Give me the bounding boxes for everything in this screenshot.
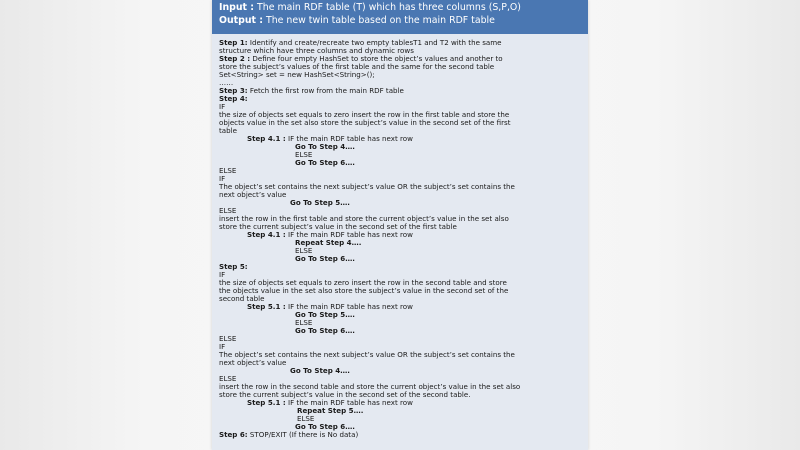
algorithm-line xyxy=(219,311,584,319)
output-line xyxy=(219,15,582,28)
algorithm-line xyxy=(219,95,584,103)
line-text: ELSE xyxy=(297,414,315,423)
line-text: ELSE xyxy=(295,246,313,255)
step-label: Step 6: xyxy=(219,430,248,439)
line-text: objects value in the set also store the subject’s value in the second set of the first xyxy=(219,118,511,127)
step-label: Step 4: xyxy=(219,94,248,103)
line-text: the objects value in the set also store the subject’s value in the second set of the xyxy=(219,286,509,295)
line-text: insert the row in the second table and store the current object’s value in the set also xyxy=(219,382,521,391)
line-text: STOP/EXIT (If there is No data) xyxy=(247,430,359,439)
algorithm-line xyxy=(219,167,584,175)
line-text: IF the main RDF table has next row xyxy=(285,230,413,239)
output-label: Output : xyxy=(219,14,264,26)
algorithm-line xyxy=(219,359,584,367)
algorithm-line xyxy=(219,335,584,343)
step-label: Go To Step 6…. xyxy=(295,254,355,263)
line-text: store the current subject’s value in the second set of the first table xyxy=(219,222,457,231)
algorithm-line xyxy=(219,319,584,327)
line-text: ELSE xyxy=(219,206,237,215)
algorithm-line xyxy=(219,151,584,159)
line-text: IF the main RDF table has next row xyxy=(285,134,413,143)
algorithm-line xyxy=(219,71,584,79)
algorithm-line xyxy=(219,87,584,95)
algorithm-line xyxy=(219,119,584,127)
step-label: Go To Step 5…. xyxy=(290,198,350,207)
line-text: IF xyxy=(219,270,226,279)
step-label: Go To Step 6…. xyxy=(295,326,355,335)
step-label: Go To Step 6…. xyxy=(295,422,355,431)
step-label: Go To Step 6…. xyxy=(295,158,355,167)
algorithm-line xyxy=(219,255,584,263)
line-text: IF xyxy=(219,102,226,111)
step-label: Step 2 : xyxy=(219,54,251,63)
algorithm-body xyxy=(212,34,588,439)
step-label: Go To Step 5…. xyxy=(295,310,355,319)
line-text: structure which have three columns and dynamic rows xyxy=(219,46,414,55)
line-text: ELSE xyxy=(295,150,313,159)
algorithm-line xyxy=(219,367,584,375)
line-text: store the current subject’s value in the second set of the second table. xyxy=(219,390,471,399)
algorithm-line xyxy=(219,303,584,311)
algorithm-line xyxy=(219,199,584,207)
line-text: insert the row in the first table and store the current object’s value in the set also xyxy=(219,214,509,223)
line-text: ELSE xyxy=(219,334,237,343)
algorithm-line xyxy=(219,191,584,199)
algorithm-line xyxy=(219,415,584,423)
step-label: Step 1: xyxy=(219,38,248,47)
algorithm-line xyxy=(219,263,584,271)
step-label: Go To Step 4…. xyxy=(290,366,350,375)
step-label: Step 5.1 : xyxy=(247,302,286,311)
algorithm-line xyxy=(219,247,584,255)
line-text: …… xyxy=(219,78,234,87)
algorithm-line xyxy=(219,159,584,167)
line-text: ELSE xyxy=(219,166,237,175)
algorithm-header xyxy=(212,0,588,34)
algorithm-line xyxy=(219,287,584,295)
line-text: next object’s value xyxy=(219,358,287,367)
step-label: Step 3: xyxy=(219,86,248,95)
line-text: IF xyxy=(219,342,226,351)
line-text: Fetch the first row from the main RDF table xyxy=(247,86,404,95)
line-text: The object’s set contains the next subject’s value OR the subject’s set contains the xyxy=(219,350,515,359)
step-label: Step 5: xyxy=(219,262,248,271)
algorithm-line xyxy=(219,399,584,407)
input-label: Input : xyxy=(219,2,255,13)
algorithm-line xyxy=(219,327,584,335)
line-text: IF xyxy=(219,174,226,183)
line-text: IF the main RDF table has next row xyxy=(285,398,413,407)
line-text: The object’s set contains the next subject’s value OR the subject’s set contains the xyxy=(219,182,515,191)
algorithm-line xyxy=(219,231,584,239)
line-text: ELSE xyxy=(295,318,313,327)
algorithm-line xyxy=(219,239,584,247)
algorithm-line xyxy=(219,143,584,151)
step-label: Step 4.1 : xyxy=(247,230,286,239)
line-text: store the subject’s values of the first table and the same for the second table xyxy=(219,62,495,71)
line-text: Define four empty HashSet to store the object’s values and another to xyxy=(250,54,503,63)
line-text: ELSE xyxy=(219,374,237,383)
step-label: Repeat Step 5…. xyxy=(297,406,364,415)
algorithm-line xyxy=(219,407,584,415)
line-text: next object’s value xyxy=(219,190,287,199)
input-text: The main RDF table (T) which has three columns (S,P,O) xyxy=(254,2,521,13)
algorithm-document xyxy=(212,0,588,450)
input-line xyxy=(219,2,582,15)
step-label: Step 4.1 : xyxy=(247,134,286,143)
output-text: The new twin table based on the main RDF table xyxy=(263,14,495,26)
line-text: table xyxy=(219,126,237,135)
algorithm-line xyxy=(219,135,584,143)
step-label: Repeat Step 4…. xyxy=(295,238,362,247)
step-label: Go To Step 4…. xyxy=(295,142,355,151)
step-label: Step 5.1 : xyxy=(247,398,286,407)
line-text: IF the main RDF table has next row xyxy=(285,302,413,311)
line-text: the size of objects set equals to zero insert the row in the second table and store xyxy=(219,278,507,287)
algorithm-line xyxy=(219,431,584,439)
line-text: Set<String> set = new HashSet<String>(); xyxy=(219,70,375,79)
line-text: the size of objects set equals to zero insert the row in the first table and store the xyxy=(219,110,510,119)
line-text: second table xyxy=(219,294,265,303)
line-text: Identify and create/recreate two empty tablesT1 and T2 with the same xyxy=(247,38,502,47)
